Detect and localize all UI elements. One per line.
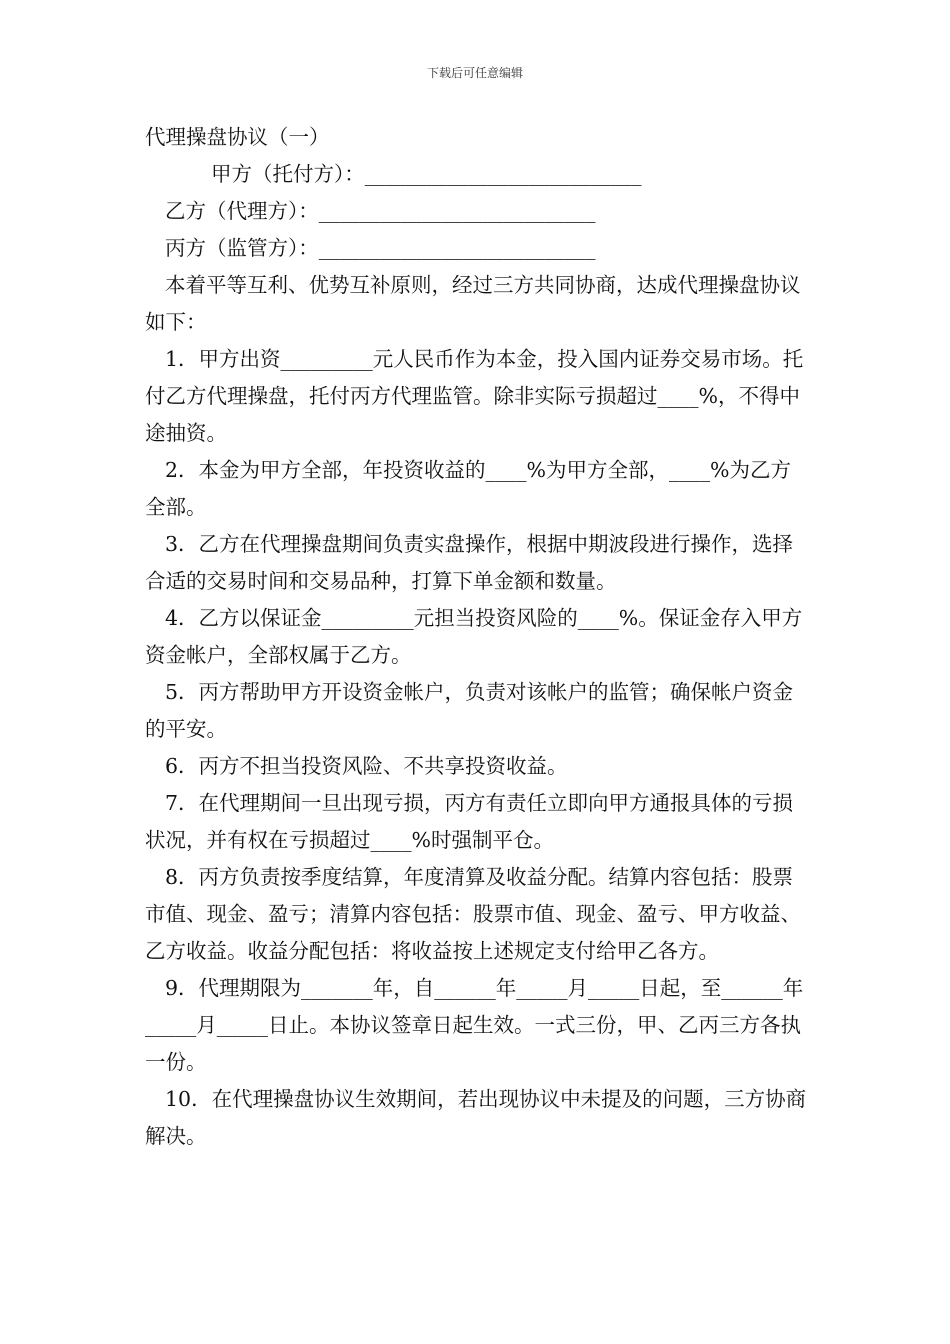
clause-8: 8．丙方负责按季度结算，年度清算及收益分配。结算内容包括：股票市值、现金、盈亏；清算内容包括：股票市值、现金、盈亏、甲方收益、乙方收益。收益分配包括：将收益按上述规定支付给甲乙各方。 bbox=[145, 865, 801, 963]
page-header: 下载后可任意编辑 bbox=[426, 66, 523, 80]
party-a-line: 甲方（托付方）：___________________________ bbox=[211, 162, 642, 186]
party-c-line: 丙方（监管方）：___________________________ bbox=[165, 236, 596, 260]
clause-4: 4．乙方以保证金_________元担当投资风险的____%。保证金存入甲方资金帐户，全部权属于乙方。 bbox=[145, 606, 803, 667]
clause-6: 6．丙方不担当投资风险、不共享投资收益。 bbox=[165, 754, 568, 778]
clause-5: 5．丙方帮助甲方开设资金帐户，负责对该帐户的监管；确保帐户资金的平安。 bbox=[145, 680, 794, 741]
clause-10: 10．在代理操盘协议生效期间，若出现协议中未提及的问题，三方协商解决。 bbox=[145, 1087, 807, 1148]
clause-7: 7．在代理期间一旦出现亏损，丙方有责任立即向甲方通报具体的亏损状况，并有权在亏损超过____%时强制平仓。 bbox=[145, 791, 794, 852]
clause-9: 9．代理期限为_______年，自______年_____月_____日起，至______年_____月_____日止。本协议签章日起生效。一式三份，甲、乙丙三方各执一份。 bbox=[145, 976, 804, 1074]
clause-2: 2．本金为甲方全部，年投资收益的____%为甲方全部，____%为乙方全部。 bbox=[145, 458, 791, 519]
intro-paragraph: 本着平等互利、优势互补原则，经过三方共同协商，达成代理操盘协议如下： bbox=[145, 273, 801, 334]
clause-3: 3．乙方在代理操盘期间负责实盘操作，根据中期波段进行操作，选择合适的交易时间和交易品种，打算下单金额和数量。 bbox=[145, 532, 794, 593]
agreement-body bbox=[145, 119, 810, 1155]
party-b-line: 乙方（代理方）：___________________________ bbox=[165, 199, 596, 223]
clause-1: 1．甲方出资_________元人民币作为本金，投入国内证券交易市场。托付乙方代理操盘，托付丙方代理监管。除非实际亏损超过____%，不得中途抽资。 bbox=[145, 347, 804, 445]
document-title: 代理操盘协议（一） bbox=[145, 125, 330, 149]
